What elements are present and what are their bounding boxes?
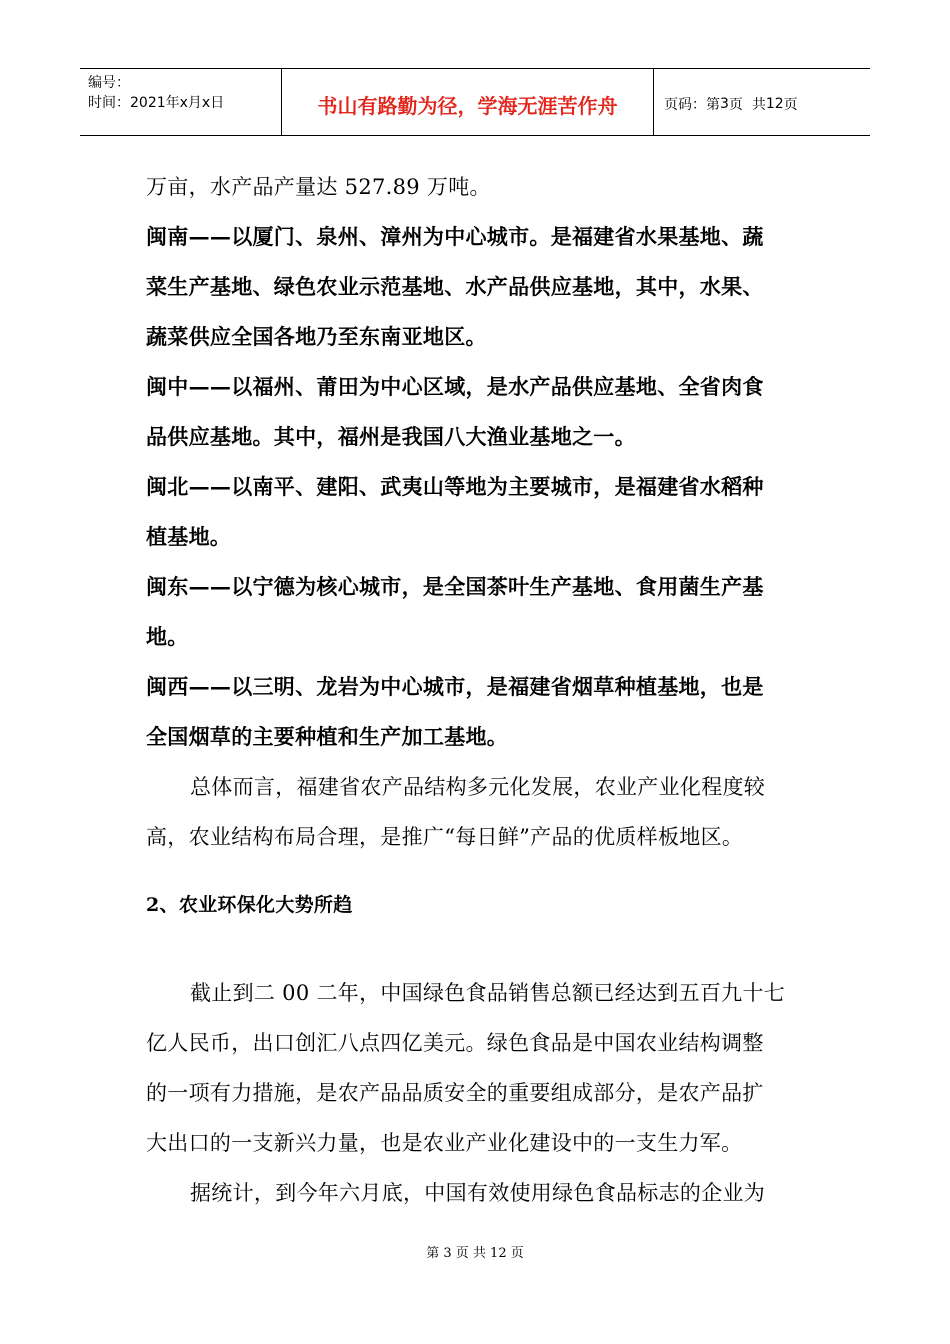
mindong-line: 地。: [146, 624, 189, 649]
minnan-line: 蔬菜供应全国各地乃至东南亚地区。: [146, 324, 487, 349]
page-mid-label: 页 共: [728, 97, 766, 113]
page-label: 页码：第: [664, 97, 720, 113]
section-heading: 2、农业环保化大势所趋: [146, 894, 353, 916]
header-meta: [80, 69, 282, 135]
minzhong-line: 闽中——以福州、莆田为中心区域，是水产品供应基地、全省肉食: [146, 374, 764, 399]
page-end-label: 页: [783, 97, 798, 113]
green-food-line: 截止到二 00 二年，中国绿色食品销售总额已经达到五百九十七: [190, 981, 786, 1005]
document-body: [146, 162, 810, 1218]
minnan-line: 闽南——以厦门、泉州、漳州为中心城市。是福建省水果基地、蔬: [146, 224, 764, 249]
minbei-line: 闽北——以南平、建阳、武夷山等地为主要城市，是福建省水稻种: [146, 474, 764, 499]
mindong-line: 闽东——以宁德为核心城市，是全国茶叶生产基地、食用菌生产基: [146, 574, 764, 599]
header-motto: 书山有路勤为径，学海无涯苦作舟: [282, 69, 654, 135]
minbei-line: 植基地。: [146, 524, 232, 549]
document-number-label: 编号：: [88, 75, 130, 91]
minxi-line: 闽西——以三明、龙岩为中心城市，是福建省烟草种植基地，也是: [146, 674, 764, 699]
minnan-line: 菜生产基地、绿色农业示范基地、水产品供应基地，其中，水果、: [146, 274, 764, 299]
header-page-info: [654, 69, 870, 135]
summary-line: 总体而言，福建省农产品结构多元化发展，农业产业化程度较: [190, 775, 766, 799]
statistics-line: 据统计，到今年六月底，中国有效使用绿色食品标志的企业为: [190, 1181, 766, 1205]
document-header: [80, 68, 870, 136]
summary-line: 高，农业结构布局合理，是推广“每日鲜”产品的优质样板地区。: [146, 825, 744, 849]
minzhong-line: 品供应基地。其中，福州是我国八大渔业基地之一。: [146, 424, 636, 449]
green-food-line: 的一项有力措施，是农产品品质安全的重要组成部分，是农产品扩: [146, 1081, 764, 1105]
green-food-line: 亿人民币，出口创汇八点四亿美元。绿色食品是中国农业结构调整: [146, 1031, 764, 1055]
green-food-line: 大出口的一支新兴力量，也是农业产业化建设中的一支生力军。: [146, 1131, 743, 1155]
page-current: 3: [720, 96, 729, 112]
minxi-line: 全国烟草的主要种植和生产加工基地。: [146, 724, 509, 749]
body-line: 万亩，水产品产量达 527.89 万吨。: [146, 175, 491, 199]
page-footer: 第 3 页 共 12 页: [426, 1246, 524, 1261]
page-total: 12: [765, 96, 784, 112]
document-time-label: 时间：2021年x月x日: [88, 95, 225, 111]
